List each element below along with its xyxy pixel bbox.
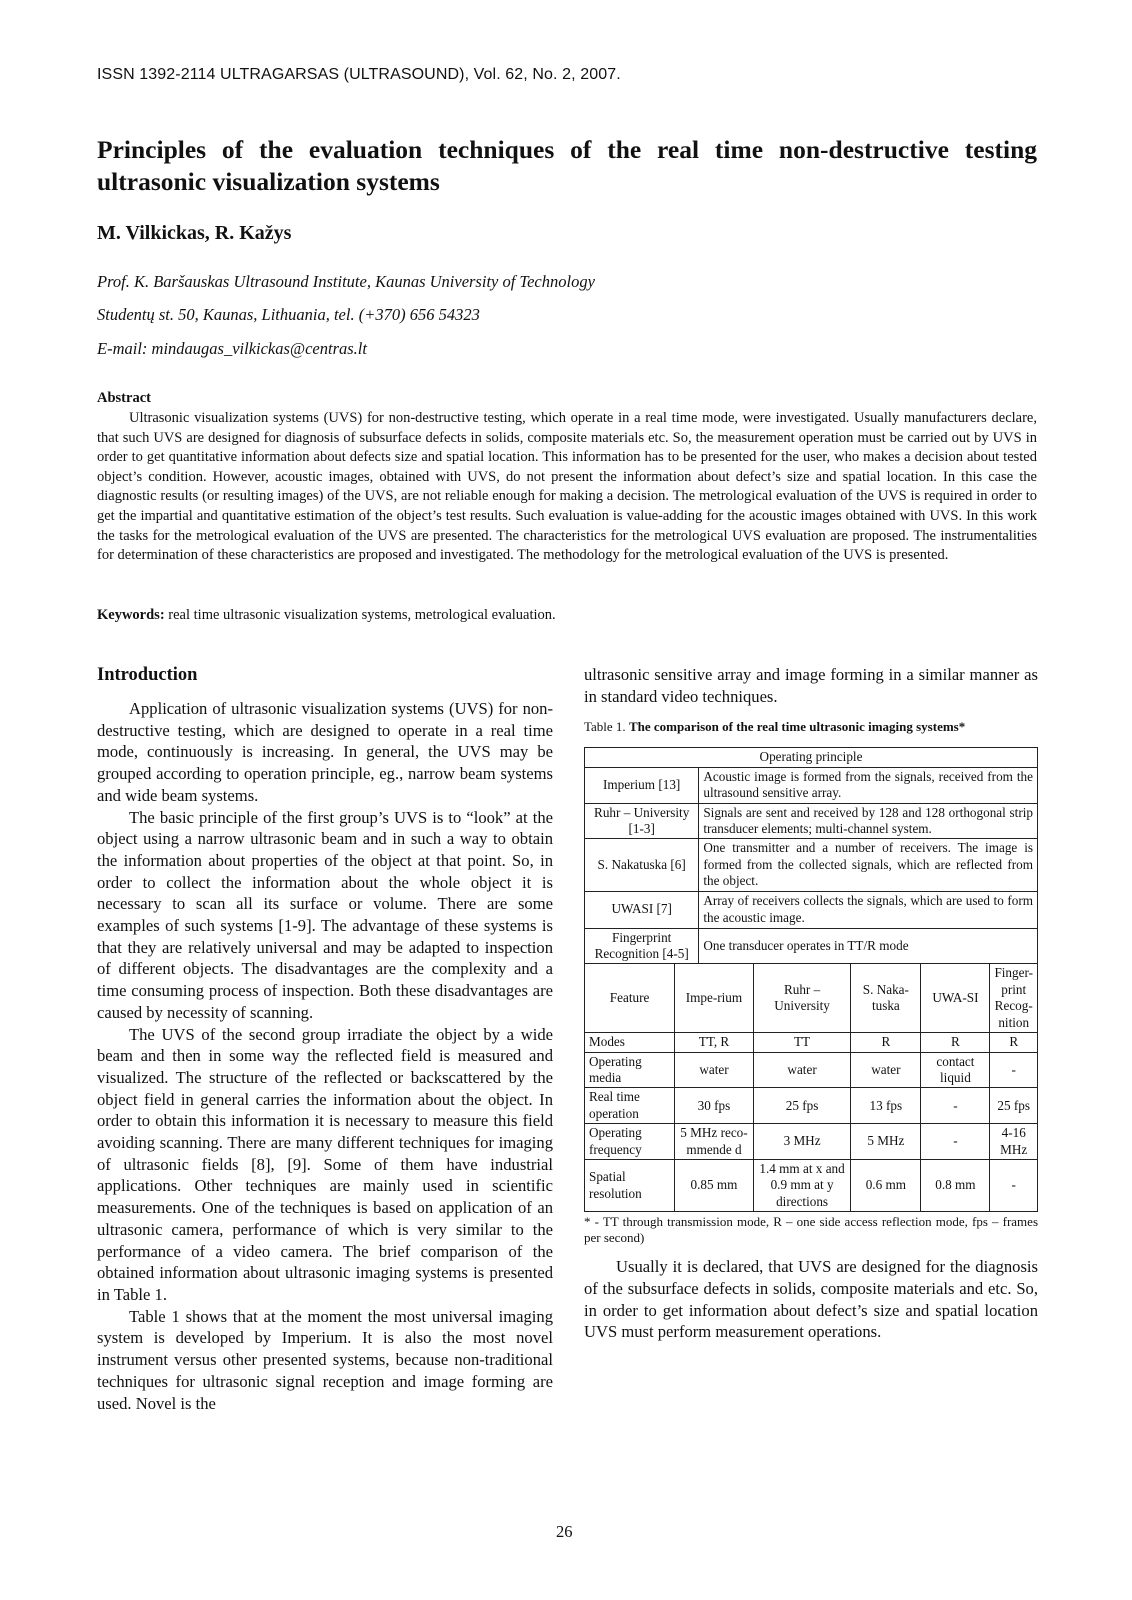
table-cell: contact liquid (921, 1052, 990, 1088)
table-row-label: Real time operation (585, 1088, 675, 1124)
table-cell: Array of receivers collects the signals, which are used to form the acoustic image. (699, 891, 1038, 928)
comparison-table-features (584, 963, 1038, 1212)
affiliation-institute: Prof. K. Baršauskas Ultrasound Institute, Kaunas University of Technology (97, 272, 595, 291)
table-row-label: Spatial resolution (585, 1159, 675, 1211)
table-cell: S. Nakatuska [6] (585, 839, 699, 891)
table-header-cell: Finger-print Recog-nition (990, 964, 1038, 1033)
table-cell: 4-16 MHz (990, 1124, 1038, 1160)
table-cell: R (921, 1033, 990, 1052)
table-header-cell: Feature (585, 964, 675, 1033)
table-cell: - (921, 1124, 990, 1160)
table-cell: Imperium [13] (585, 767, 699, 803)
table-cell: 25 fps (753, 1088, 851, 1124)
table-cell: 30 fps (675, 1088, 754, 1124)
left-column (97, 665, 553, 1414)
table-row (585, 1088, 1038, 1124)
table-row (585, 928, 1038, 964)
table-cell: - (990, 1052, 1038, 1088)
table-caption (584, 719, 1038, 735)
table-cell: 1.4 mm at x and 0.9 mm at y directions (753, 1159, 851, 1211)
table-cell: 5 MHz (851, 1124, 921, 1160)
table-cell: Fingerprint Recognition [4-5] (585, 928, 699, 964)
table-cell: UWASI [7] (585, 891, 699, 928)
table-row (585, 1052, 1038, 1088)
table-row (585, 803, 1038, 839)
table-header-cell: Impe-rium (675, 964, 754, 1033)
journal-header: ISSN 1392-2114 ULTRAGARSAS (ULTRASOUND), Vol. 62, No. 2, 2007. (97, 66, 621, 83)
table-row (585, 1124, 1038, 1160)
paragraph: The UVS of the second group irradiate the object by a wide beam and then in some way the reflected field is measured and visualized. The structure of the reflected or backscattered by the object field in general carries the information about the object. In order to obtain this information it is necessary to measure this field avoiding scanning. There are many different techniques for imaging of ultrasonic fields [8], [9]. Some of them have industrial applications. Other techniques are mainly used in scientific measurements. One of the techniques is based on application of an ultrasonic camera, performance of which is very similar to the performance of a video camera. The brief comparison of the obtained information about ultrasonic imaging systems is presented in Table 1. (97, 1024, 553, 1304)
table-cell: TT, R (675, 1033, 754, 1052)
comparison-table (584, 747, 1038, 964)
paper-title: Principles of the evaluation techniques of the real time non-destructive testing ultrasonic visualization systems (97, 135, 1037, 196)
paragraph-continued: ultrasonic sensitive array and image forming in a similar manner as in standard video techniques. (584, 665, 1038, 706)
table-cell: TT (753, 1033, 851, 1052)
table-cell: - (921, 1088, 990, 1124)
table-cell: 5 MHz reco-mmende d (675, 1124, 754, 1160)
table-cell: Operating principle (585, 748, 1038, 767)
paragraph: Table 1 shows that at the moment the most universal imaging system is developed by Imperium. It is also the most novel instrument versus other presented systems, because non-traditional techniques for ultrasonic signal reception and image forming are used. Novel is the (97, 1306, 553, 1413)
table-header-cell: UWA-SI (921, 964, 990, 1033)
table-cell: Ruhr – University [1-3] (585, 803, 699, 839)
affiliation-email: E-mail: mindaugas_vilkickas@centras.lt (97, 339, 367, 358)
table-cell: water (753, 1052, 851, 1088)
table-row (585, 839, 1038, 891)
table-caption-title: The comparison of the real time ultrasonic imaging systems* (628, 719, 966, 735)
table-cell: R (851, 1033, 921, 1052)
table-header-cell: Ruhr – University (753, 964, 851, 1033)
table-row (585, 891, 1038, 928)
table-cell: 25 fps (990, 1088, 1038, 1124)
table-cell: Acoustic image is formed from the signals, received from the ultrasound sensitive array. (699, 767, 1038, 803)
table-cell: - (990, 1159, 1038, 1211)
table-cell: 3 MHz (753, 1124, 851, 1160)
table-footnote: * - TT through transmission mode, R – one side access reflection mode, fps – frames per second) (584, 1214, 1038, 1246)
table-cell: 0.8 mm (921, 1159, 990, 1211)
keywords-label: Keywords: (97, 607, 165, 623)
table-row (585, 767, 1038, 803)
keywords-text: real time ultrasonic visualization systems, metrological evaluation. (164, 607, 556, 623)
table-header-cell: S. Naka-tuska (851, 964, 921, 1033)
table-row-label: Operating frequency (585, 1124, 675, 1160)
right-column (584, 664, 1038, 1343)
page-number: 26 (556, 1522, 573, 1541)
table-cell: 0.6 mm (851, 1159, 921, 1211)
paragraph: Usually it is declared, that UVS are designed for the diagnosis of the subsurface defects in solids, composite materials and etc. So, in order to get information about defect’s size and spatial location UVS must perform measurement operations. (584, 1257, 1038, 1342)
table-cell: R (990, 1033, 1038, 1052)
table-cell: 0.85 mm (675, 1159, 754, 1211)
table-cell: One transmitter and a number of receivers. The image is formed from the collected signals, which are reflected from the object. (699, 839, 1038, 891)
affiliation-address: Studentų st. 50, Kaunas, Lithuania, tel. (+370) 656 54323 (97, 305, 480, 324)
table-row (585, 1159, 1038, 1211)
table-cell: One transducer operates in TT/R mode (699, 928, 1038, 964)
table-caption-label: Table 1. (584, 719, 629, 735)
table-cell: water (675, 1052, 754, 1088)
table-row (585, 748, 1038, 767)
paragraph: Application of ultrasonic visualization systems (UVS) for non-destructive testing, which are designed to operate in a real time mode, continuously is increasing. In general, the UVS may be grouped according to operation principle, eg., narrow beam systems and wide beam systems. (97, 699, 553, 805)
abstract-text: Ultrasonic visualization systems (UVS) for non-destructive testing, which operate in a real time mode, were investigated. Usually manufacturers declare, that such UVS are designed for diagnosis of subsurface defects in solids, composite materials etc. So, the measurement operation must be carried out by UVS in order to get quantitative information about defects size and spatial location. This information has to be presented for the user, who makes a decision about tested object’s condition. However, acoustic images, obtained with UVS, do not present the information about defect’s size and spatial location. In this case the diagnostic results (or resulting images) of the UVS, are not reliable enough for making a decision. The metrological evaluation of the UVS is required in order to get the impartial and quantitative estimation of the object’s test results. Such evaluation is value-adding for the acoustic images obtained with UVS. In this work the tasks for the metrological evaluation of the UVS are presented. The characteristics for the metrological UVS evaluation are proposed. The instrumentalities for determination of these characteristics are proposed and investigated. The methodology for the metrological evaluation of the UVS is presented. (97, 410, 1037, 564)
table-cell: Signals are sent and received by 128 and 128 orthogonal strip transducer elements; multi-channel system. (699, 803, 1038, 839)
table-cell: 13 fps (851, 1088, 921, 1124)
authors: M. Vilkickas, R. Kažys (97, 222, 292, 244)
section-heading-introduction: Introduction (97, 665, 198, 685)
paragraph: The basic principle of the first group’s UVS is to “look” at the object using a narrow ultrasonic beam and in such a way to obtain the information about properties of the object at that point. So, in order to collect the information about the whole object it is necessary to scan all its surface or volume. There are some examples of such systems [1-9]. The advantage of these systems is that they are relatively universal and may be adapted to inspection of different objects. The disadvantages are the complexity and a time consuming process of inspection. Both these disadvantages are caused by necessity of scanning. (97, 807, 553, 1022)
table-row-label: Modes (585, 1033, 675, 1052)
abstract-heading: Abstract (97, 390, 151, 406)
table-row (585, 1033, 1038, 1052)
table-row-label: Operating media (585, 1052, 675, 1088)
table-row (585, 964, 1038, 1033)
keywords (97, 607, 556, 624)
table-cell: water (851, 1052, 921, 1088)
